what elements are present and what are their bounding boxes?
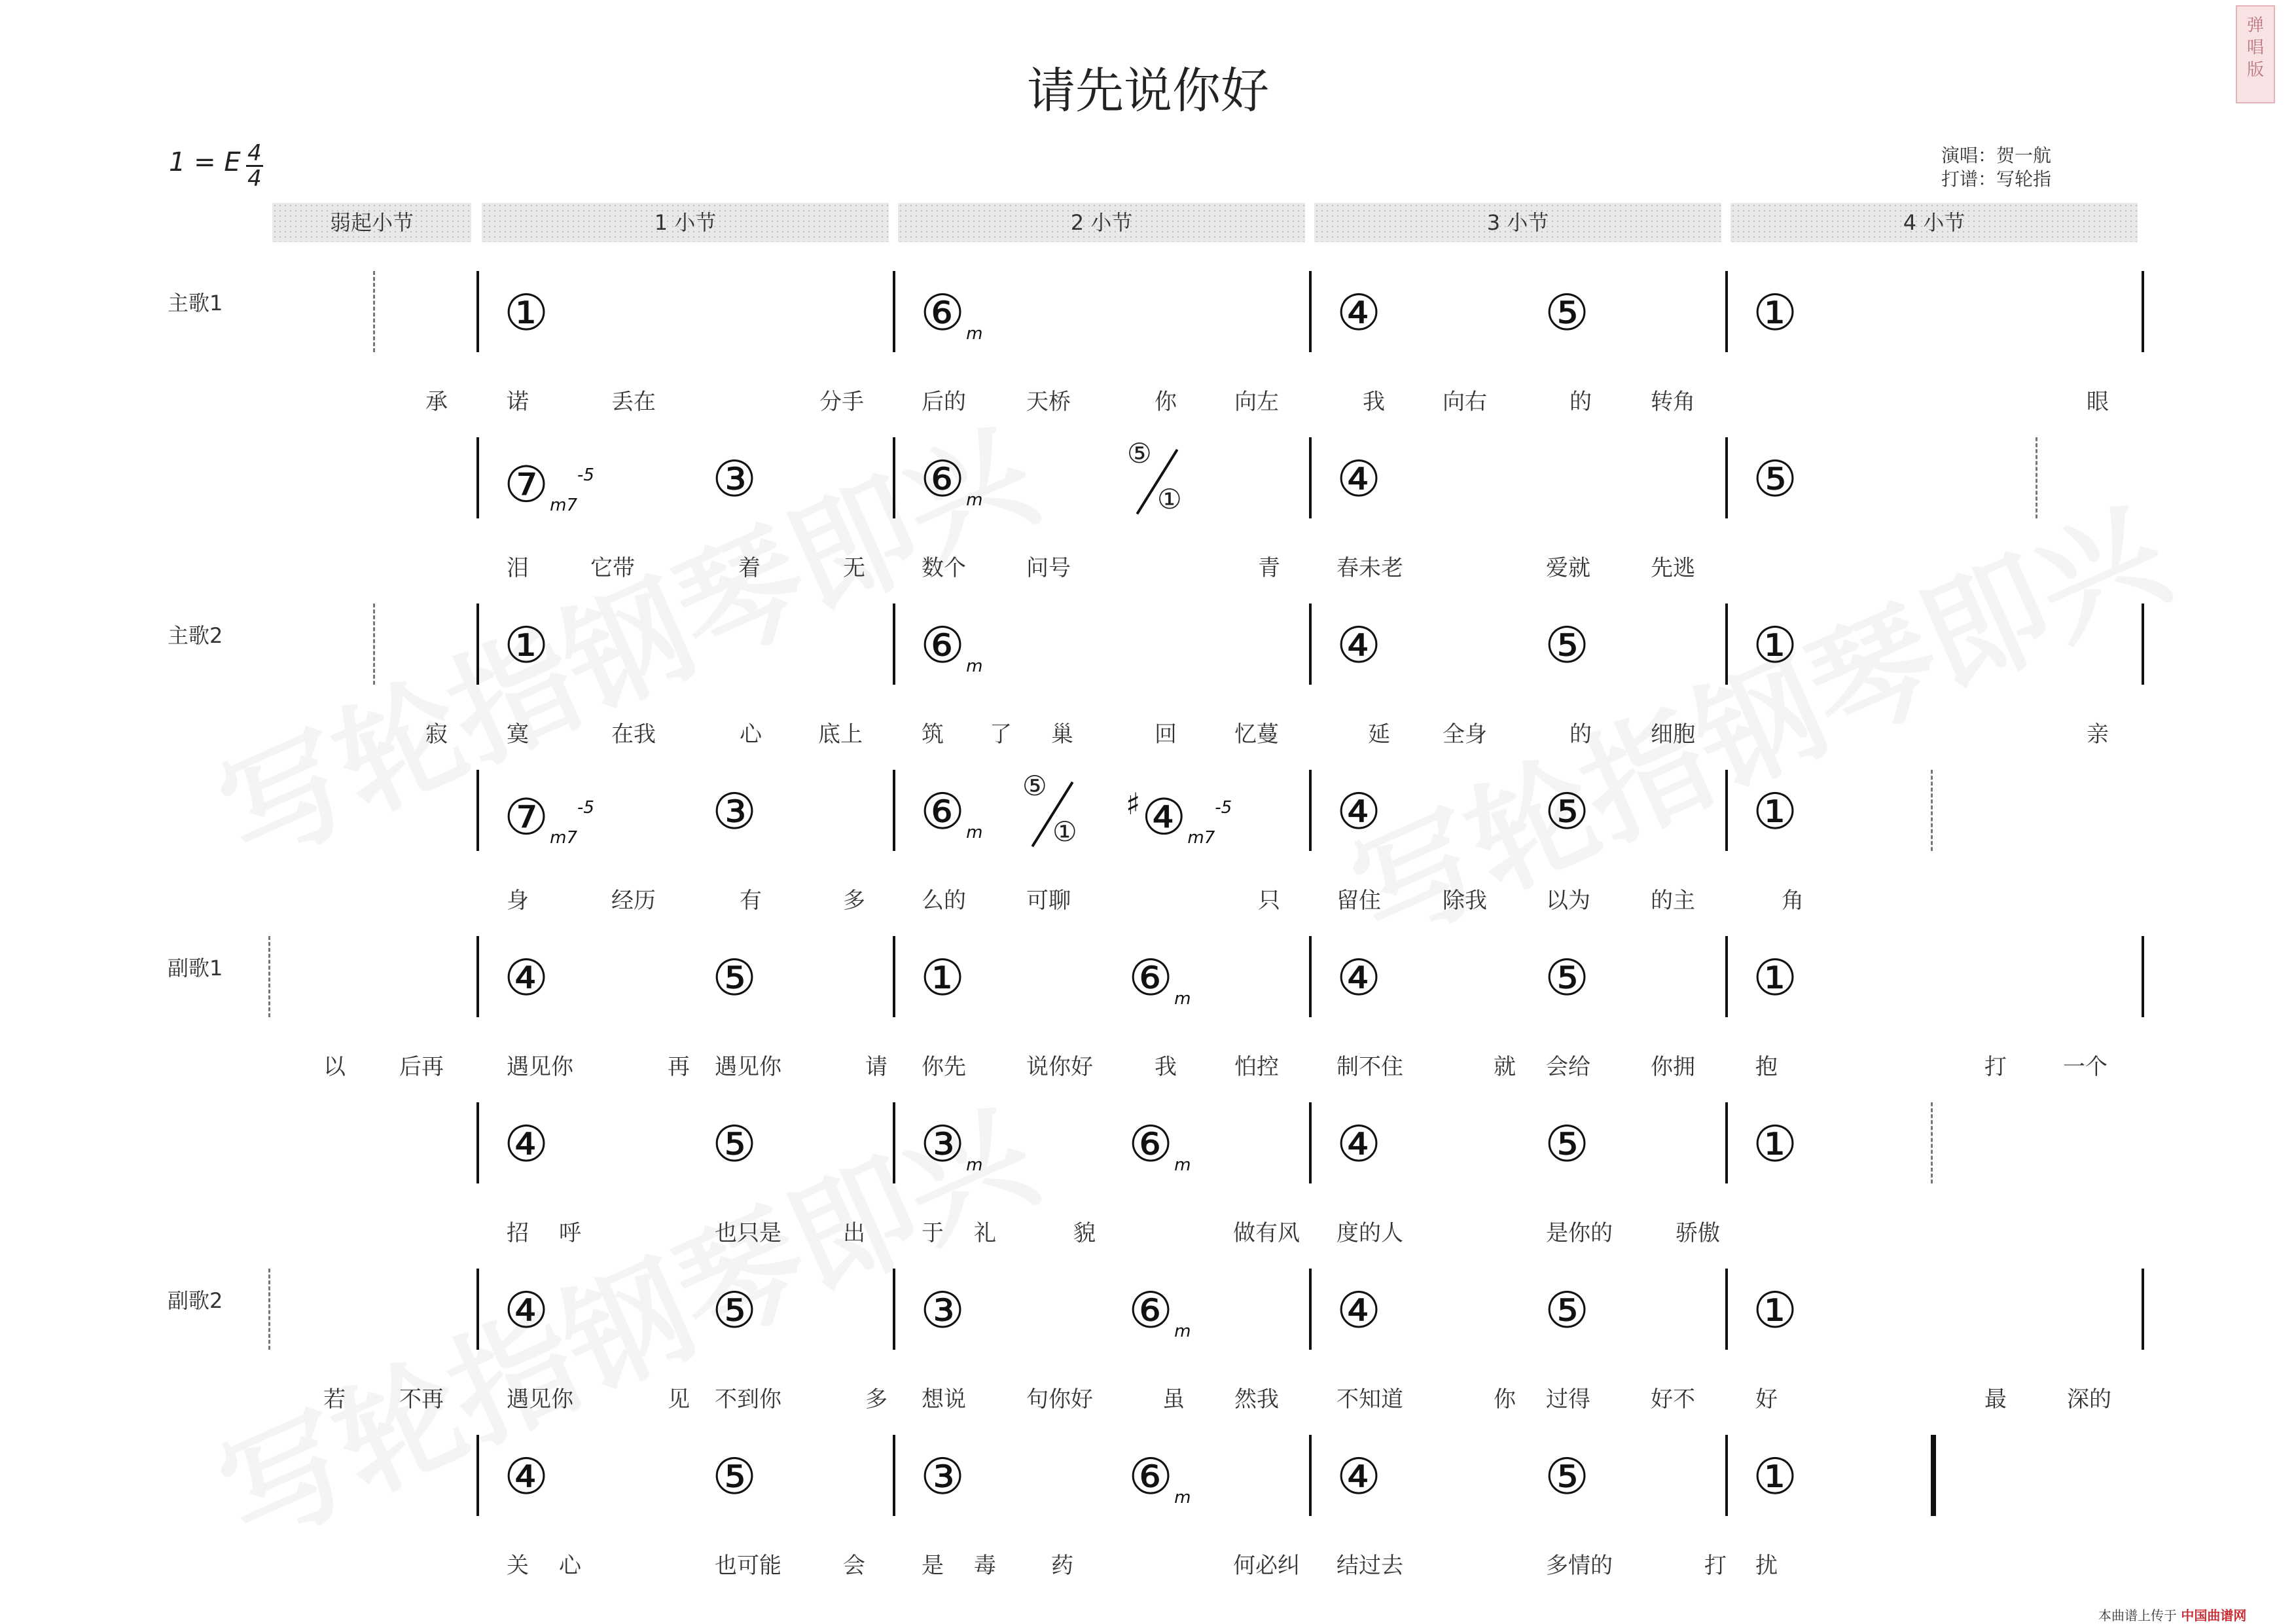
lyric: 做有风 xyxy=(1233,1220,1300,1246)
lyric: 句你好 xyxy=(1026,1386,1093,1413)
lyric: 眼 xyxy=(2087,389,2109,415)
chord-symbol: ④ xyxy=(1336,948,1382,1007)
bar-line xyxy=(1725,936,1728,1017)
bar-line xyxy=(1725,1102,1728,1183)
lyric: 青 xyxy=(1258,555,1280,581)
lyric: 会 xyxy=(843,1553,865,1579)
bar-line xyxy=(893,770,895,851)
bar-line xyxy=(1309,1102,1312,1183)
lyric: 制不住 xyxy=(1336,1054,1403,1080)
chord-symbol: ④ xyxy=(1336,283,1382,342)
section-label-verse2: 主歌2 xyxy=(168,623,223,648)
chord-symbol: ⑤ xyxy=(1545,1447,1590,1506)
lyric: 好 xyxy=(1755,1386,1778,1413)
lyric: 貌 xyxy=(1073,1220,1096,1246)
lyric: 多情的 xyxy=(1546,1553,1613,1579)
lyric: 也只是 xyxy=(715,1220,781,1246)
bar-line xyxy=(1725,1435,1728,1516)
lyric: 打 xyxy=(1984,1054,2007,1080)
chord-symbol: ① xyxy=(504,283,549,342)
lyric: 请 xyxy=(865,1054,888,1080)
chord-symbol: $⑥_m$ xyxy=(920,782,983,842)
chord-symbol: ④ xyxy=(1336,782,1382,840)
lyric: 无 xyxy=(843,555,865,581)
lyric: 泪 xyxy=(507,555,529,581)
lyric: 是 xyxy=(922,1553,944,1579)
lyric: 遇见你 xyxy=(507,1054,573,1080)
bar-line xyxy=(1309,1269,1312,1350)
chord-symbol: ① xyxy=(1753,948,1798,1007)
slash-chord-top: ⑤ xyxy=(1127,437,1152,469)
lyric: 打 xyxy=(1704,1553,1727,1579)
chord-symbol: ③ xyxy=(712,450,757,508)
chord-symbol: ⑤ xyxy=(1545,283,1590,342)
lyric: 想说 xyxy=(922,1386,966,1413)
lyric: 巢 xyxy=(1051,721,1073,748)
lyric: 春未老 xyxy=(1336,555,1403,581)
final-bar-line xyxy=(1931,1435,1936,1516)
lyric: 何必纠 xyxy=(1233,1553,1300,1579)
bar-line xyxy=(1725,604,1728,685)
bar-line xyxy=(893,1269,895,1350)
lyric: 的主 xyxy=(1651,888,1695,914)
lyric: 若 xyxy=(323,1386,346,1413)
lyric: 是你的 xyxy=(1546,1220,1613,1246)
lyric: 可聊 xyxy=(1026,888,1071,914)
chord-symbol: ③ xyxy=(920,1281,965,1339)
lyric: 于 xyxy=(922,1220,944,1246)
chord-symbol: ① xyxy=(1753,1281,1798,1339)
lyric: 礼 xyxy=(974,1220,996,1246)
bar-line xyxy=(2142,271,2144,352)
lyric: 回 xyxy=(1155,721,1177,748)
bar-line xyxy=(893,936,895,1017)
bar-line xyxy=(476,1269,479,1350)
measure-header-4: 4 小节 xyxy=(1731,203,2138,242)
chord-symbol: ⑤ xyxy=(1545,1281,1590,1339)
chord-symbol: ⑤ xyxy=(712,1447,757,1506)
lyric: 经历 xyxy=(611,888,656,914)
lyric: 后的 xyxy=(922,389,966,415)
lyric: 深的 xyxy=(2067,1386,2111,1413)
chord-symbol: ④ xyxy=(1336,1115,1382,1173)
pickup-dashed-bar xyxy=(268,936,270,1017)
lyric: 问号 xyxy=(1026,555,1071,581)
lyric: 多 xyxy=(843,888,865,914)
chord-symbol: ⑤ xyxy=(712,1115,757,1173)
bar-line xyxy=(2142,1269,2144,1350)
chord-symbol: ⑤ xyxy=(1545,1115,1590,1173)
chord-symbol: ① xyxy=(920,948,965,1007)
lyric: 留住 xyxy=(1336,888,1381,914)
lyric: 你拥 xyxy=(1651,1054,1695,1080)
bar-line xyxy=(476,770,479,851)
lyric: 最 xyxy=(1984,1386,2007,1413)
bar-line xyxy=(1725,271,1728,352)
lyric: 延 xyxy=(1368,721,1390,748)
bar-line xyxy=(1309,604,1312,685)
pickup-dashed-bar xyxy=(268,1269,270,1350)
page-title: 请先说你好 xyxy=(1027,63,1269,119)
lyric: 天桥 xyxy=(1026,389,1071,415)
bar-line xyxy=(476,1435,479,1516)
chord-symbol: ④ xyxy=(504,948,549,1007)
bar-line xyxy=(2142,604,2144,685)
lyric: 过得 xyxy=(1546,1386,1590,1413)
lyric: 角 xyxy=(1782,888,1804,914)
lyric: 扰 xyxy=(1755,1553,1778,1579)
version-stamp: 弹 唱 版 xyxy=(2236,5,2275,103)
measure-header-2: 2 小节 xyxy=(898,203,1305,242)
lyric: 多 xyxy=(865,1386,888,1413)
chord-symbol: ⑤ xyxy=(712,948,757,1007)
chord-symbol: $③_m$ xyxy=(920,1115,983,1175)
lyric: 好不 xyxy=(1651,1386,1695,1413)
bar-line xyxy=(476,604,479,685)
lyric: 底上 xyxy=(818,721,863,748)
chord-symbol: ⑤ xyxy=(1545,948,1590,1007)
lyric: 以 xyxy=(323,1054,346,1080)
lyric: 见 xyxy=(668,1386,690,1413)
slash-chord-bottom: ① xyxy=(1052,816,1077,848)
transcriber-credit: 打谱：写轮指 xyxy=(1941,168,2052,190)
lyric: 向左 xyxy=(1234,389,1279,415)
end-dashed-bar xyxy=(1931,770,1933,851)
pickup-dashed-bar xyxy=(373,604,375,685)
chord-symbol: ① xyxy=(1753,283,1798,342)
lyric: 筑 xyxy=(922,721,944,748)
chord-symbol: $⑥_m$ xyxy=(1128,1281,1191,1341)
lyric: 怕控 xyxy=(1234,1054,1279,1080)
lyric: 我 xyxy=(1363,389,1385,415)
lyric: 爱就 xyxy=(1546,555,1590,581)
lyric: 不知道 xyxy=(1336,1386,1403,1413)
lyric: 寂 xyxy=(425,721,448,748)
slash-chord xyxy=(1022,772,1088,851)
chord-symbol: ① xyxy=(1753,616,1798,674)
chord-symbol: $⑥_m$ xyxy=(920,616,983,676)
lyric: 结过去 xyxy=(1336,1553,1403,1579)
lyric: 先逃 xyxy=(1651,555,1695,581)
bar-line xyxy=(476,437,479,518)
chord-symbol: ④ xyxy=(1336,1447,1382,1506)
key-signature: 1 = E xyxy=(169,147,241,177)
bar-line xyxy=(1309,271,1312,352)
bar-line xyxy=(893,271,895,352)
chord-symbol: ③ xyxy=(712,782,757,840)
measure-header-3: 3 小节 xyxy=(1314,203,1721,242)
lyric: 关 xyxy=(507,1553,529,1579)
lyric: 遇见你 xyxy=(507,1386,573,1413)
section-label-chorus2: 副歌2 xyxy=(168,1288,223,1313)
lyric: 身 xyxy=(507,888,529,914)
lyric: 数个 xyxy=(922,555,966,581)
chord-symbol: ④ xyxy=(504,1115,549,1173)
bar-line xyxy=(476,1102,479,1183)
lyric: 以为 xyxy=(1546,888,1590,914)
lyric: 诺 xyxy=(507,389,529,415)
section-label-verse1: 主歌1 xyxy=(168,291,223,316)
chord-symbol: $^♯④_{m7}^{-5}$ xyxy=(1126,786,1232,848)
lyric: 出 xyxy=(843,1220,865,1246)
chord-symbol: ④ xyxy=(1336,1281,1382,1339)
lyric: 它带 xyxy=(590,555,635,581)
lyric: 一个 xyxy=(2063,1054,2108,1080)
bar-line xyxy=(1725,437,1728,518)
bar-line xyxy=(1725,1269,1728,1350)
lyric: 会给 xyxy=(1546,1054,1590,1080)
chord-symbol: ⑤ xyxy=(1545,616,1590,674)
chord-symbol: ① xyxy=(504,616,549,674)
lyric: 忆蔓 xyxy=(1234,721,1279,748)
chord-symbol: ③ xyxy=(920,1447,965,1506)
lyric: 丢在 xyxy=(611,389,656,415)
lyric: 毒 xyxy=(974,1553,996,1579)
pickup-dashed-bar xyxy=(373,271,375,352)
chord-symbol: $⑦_{m7}^{-5}$ xyxy=(504,455,594,516)
chord-symbol: ① xyxy=(1753,1447,1798,1506)
lyric: 药 xyxy=(1051,1553,1073,1579)
bar-line xyxy=(1309,770,1312,851)
lyric: 分手 xyxy=(819,389,864,415)
lyric: 你 xyxy=(1155,389,1177,415)
chord-symbol: $⑥_m$ xyxy=(1128,948,1191,1009)
lyric: 心 xyxy=(559,1553,581,1579)
lyric: 不到你 xyxy=(715,1386,781,1413)
chord-symbol: ① xyxy=(1753,782,1798,840)
lyric: 你先 xyxy=(922,1054,966,1080)
slash-chord-bottom: ① xyxy=(1157,483,1182,515)
measure-header-pickup: 弱起小节 xyxy=(272,203,471,242)
bar-line xyxy=(476,936,479,1017)
lyric: 细胞 xyxy=(1651,721,1695,748)
bar-line xyxy=(1309,936,1312,1017)
lyric: 招 xyxy=(507,1220,529,1246)
chord-symbol: ④ xyxy=(1336,450,1382,508)
lyric: 心 xyxy=(740,721,762,748)
lyric: 虽 xyxy=(1162,1386,1185,1413)
slash-chord xyxy=(1127,437,1193,518)
end-dashed-bar xyxy=(2036,437,2037,518)
chord-symbol: ⑤ xyxy=(1545,782,1590,840)
lyric: 转角 xyxy=(1651,389,1695,415)
bar-line xyxy=(476,271,479,352)
bar-line xyxy=(2142,936,2144,1017)
lyric: 有 xyxy=(740,888,762,914)
chord-symbol: ④ xyxy=(504,1447,549,1506)
lyric: 全身 xyxy=(1443,721,1487,748)
lyric: 亲 xyxy=(2087,721,2109,748)
lyric: 你 xyxy=(1494,1386,1516,1413)
lyric: 承 xyxy=(425,389,448,415)
lyric: 我 xyxy=(1155,1054,1177,1080)
bar-line xyxy=(1309,437,1312,518)
singer-credit: 演唱：贺一航 xyxy=(1941,145,2052,166)
lyric: 再 xyxy=(668,1054,690,1080)
bar-line xyxy=(893,437,895,518)
slash-chord-top: ⑤ xyxy=(1022,770,1047,802)
chord-symbol: ⑤ xyxy=(1753,450,1798,508)
chord-symbol: ⑤ xyxy=(712,1281,757,1339)
lyric: 只 xyxy=(1258,888,1280,914)
lyric: 除我 xyxy=(1443,888,1487,914)
lyric: 然我 xyxy=(1234,1386,1279,1413)
bar-line xyxy=(893,1435,895,1516)
measure-header-1: 1 小节 xyxy=(482,203,889,242)
lyric: 度的人 xyxy=(1336,1220,1403,1246)
chord-symbol: $⑥_m$ xyxy=(1128,1447,1191,1507)
chord-symbol: $⑥_m$ xyxy=(920,450,983,510)
lyric: 遇见你 xyxy=(715,1054,781,1080)
lyric: 的 xyxy=(1570,721,1592,748)
lyric: 了 xyxy=(990,721,1012,748)
lyric: 在我 xyxy=(611,721,656,748)
chord-symbol: $⑦_{m7}^{-5}$ xyxy=(504,787,594,848)
chord-symbol: $⑥_m$ xyxy=(1128,1115,1191,1175)
chord-symbol: ① xyxy=(1753,1115,1798,1173)
chord-symbol: $⑥_m$ xyxy=(920,283,983,344)
lyric: 就 xyxy=(1494,1054,1516,1080)
lyric: 寞 xyxy=(507,721,529,748)
lyric: 的 xyxy=(1570,389,1592,415)
lyric: 抱 xyxy=(1755,1054,1778,1080)
end-dashed-bar xyxy=(1931,1102,1933,1183)
lyric: 呼 xyxy=(559,1220,581,1246)
bar-line xyxy=(893,1102,895,1183)
section-label-chorus1: 副歌1 xyxy=(168,956,223,981)
chord-symbol: ④ xyxy=(1336,616,1382,674)
time-signature: 4 4 xyxy=(243,141,266,190)
lyric: 说你好 xyxy=(1026,1054,1093,1080)
lyric: 着 xyxy=(738,555,761,581)
lyric: 后再 xyxy=(399,1054,444,1080)
bar-line xyxy=(1309,1435,1312,1516)
lyric: 向右 xyxy=(1443,389,1487,415)
lyric: 不再 xyxy=(399,1386,444,1413)
lyric: 么的 xyxy=(922,888,966,914)
footer-note: 本曲谱上传于 中国曲谱网 xyxy=(2098,1608,2247,1623)
chord-symbol: ④ xyxy=(504,1281,549,1339)
bar-line xyxy=(893,604,895,685)
bar-line xyxy=(1725,770,1728,851)
lyric: 骄傲 xyxy=(1676,1220,1720,1246)
lyric: 也可能 xyxy=(715,1553,781,1579)
